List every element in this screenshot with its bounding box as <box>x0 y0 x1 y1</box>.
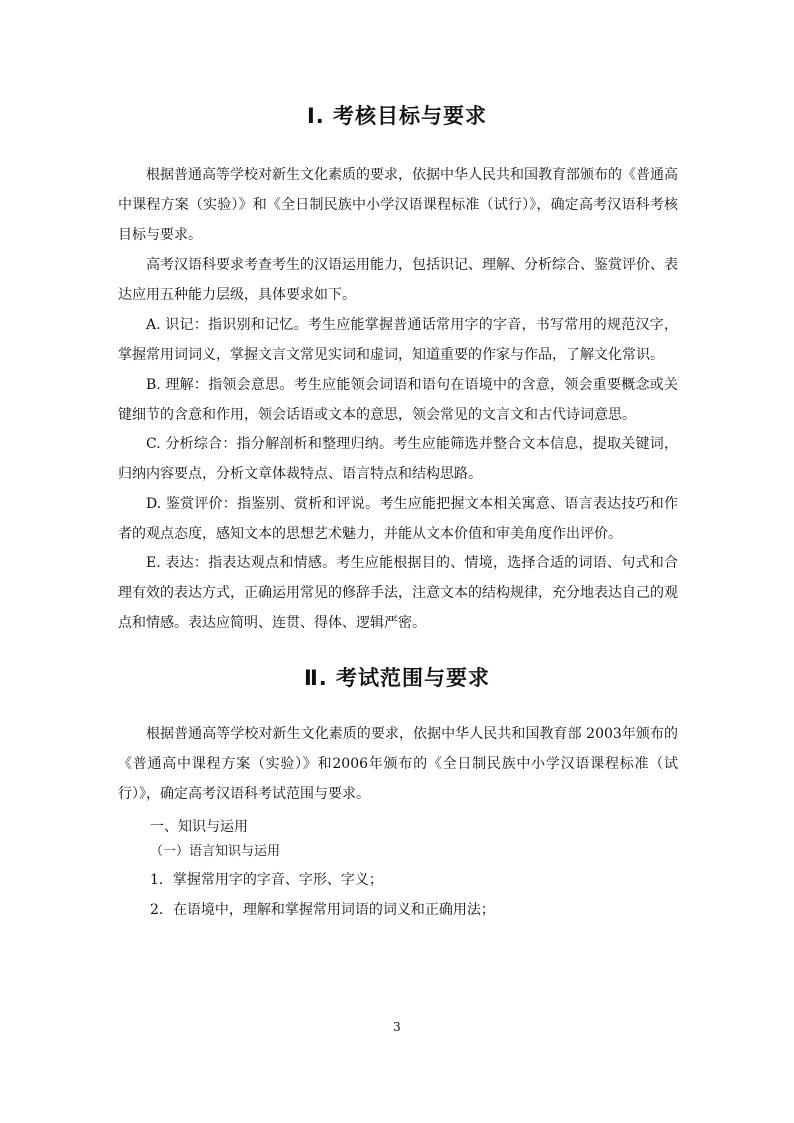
page-number: 3 <box>393 1020 401 1034</box>
section-1-paragraph-1: 根据普通高等学校对新生文化素质的要求，依据中华人民共和国教育部颁布的《普通高中课程方案（实验）》和《全日制民族中小学汉语课程标准（试行）》，确定高考汉语科考核目标与要求。 <box>118 167 678 243</box>
section-1-item-d: D. 鉴赏评价：指鉴别、赏析和评说。考生应能把握文本相关寓意、语言表达技巧和作者的观点态度，感知文本的思想艺术魅力，并能从文本价值和审美角度作出评价。 <box>118 496 678 542</box>
section-1-item-c: C. 分析综合：指分解剖析和整理归纳。考生应能筛选并整合文本信息，提取关键词，归纳内容要点，分析文章体裁特点、语言特点和结构思路。 <box>118 436 678 482</box>
section-1-item-e: E. 表达：指表达观点和情感。考生应能根据目的、情境，选择合适的词语、句式和合理有效的表达方式，正确运用常见的修辞手法，注意文本的结构规律，充分地表达自己的观点和情感。表达应简明、连贯、得体、逻辑严密。 <box>118 555 678 631</box>
section-1-paragraph-2: 高考汉语科要求考查考生的汉语运用能力，包括识记、理解、分析综合、鉴赏评价、表达应用五种能力层级，具体要求如下。 <box>118 257 678 303</box>
list-item-1: 1．掌握常用字的字音、字形、字义； <box>150 872 383 888</box>
subsection-heading-language: （一）语言知识与运用 <box>150 844 281 859</box>
section-2-title: Ⅱ. 考试范围与要求 <box>303 666 491 690</box>
section-1-title: Ⅰ. 考核目标与要求 <box>306 104 488 128</box>
section-2-intro: 根据普通高等学校对新生文化素质的要求，依据中华人民共和国教育部 2003年颁布的《普通高中课程方案（实验）》和2006年颁布的《全日制民族中小学汉语课程标准（试行）》，确定高考汉语科考试范围与要求。 <box>118 726 678 802</box>
list-item-2: 2．在语境中，理解和掌握常用词语的词义和正确用法； <box>150 902 495 918</box>
section-1-item-a: A. 识记：指识别和记忆。考生应能掌握普通话常用字的字音，书写常用的规范汉字，掌握常用词词义，掌握文言文常见实词和虚词，知道重要的作家与作品，了解文化常识。 <box>118 317 678 363</box>
subsection-heading-knowledge: 一、知识与运用 <box>150 819 248 835</box>
section-1-item-b: B. 理解：指领会意思。考生应能领会词语和语句在语境中的含意，领会重要概念或关键细节的含意和作用，领会话语或文本的意思，领会常见的文言文和古代诗词意思。 <box>118 377 678 423</box>
